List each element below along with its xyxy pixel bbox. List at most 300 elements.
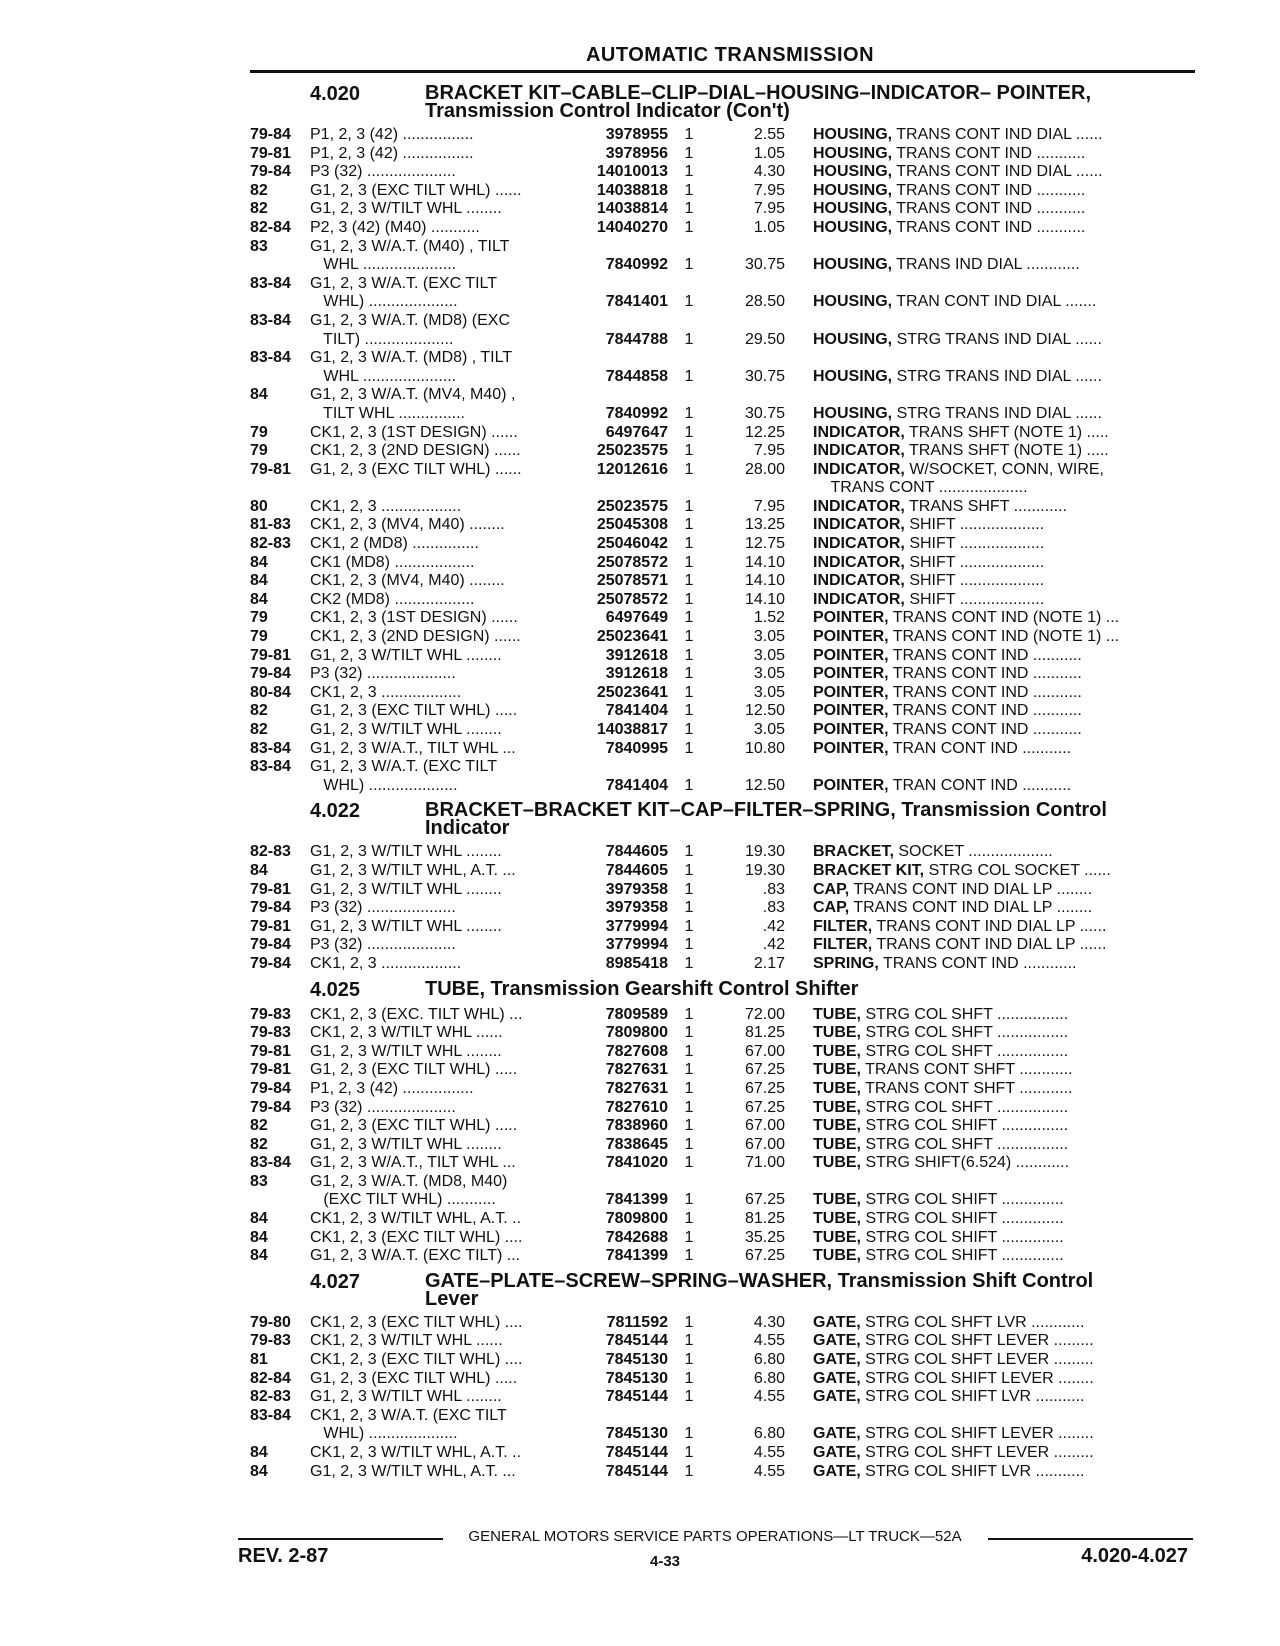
application: G1, 2, 3 (EXC TILT WHL) ..... [310, 1061, 518, 1079]
quantity: 1 [684, 1369, 694, 1387]
section-title-line: Transmission Control Indicator (Con't) [425, 100, 790, 122]
part-number: 3779994 [605, 917, 668, 935]
price: 12.75 [744, 535, 785, 553]
part-description: TRANS CONT IND ........... [896, 200, 1086, 218]
part-number [575, 479, 668, 498]
application: G1, 2, 3 (EXC TILT WHL) ..... [310, 702, 518, 720]
part-description: STRG COL SHIFT ............... [865, 1117, 1069, 1135]
application: WHL) .................... [310, 1425, 458, 1443]
description [785, 1463, 1195, 1482]
price: 1.05 [753, 144, 785, 162]
part-name: INDICATOR, [813, 516, 905, 534]
quantity: 1 [684, 1042, 694, 1060]
part-number: 7840992 [605, 256, 668, 274]
quantity: 1 [684, 330, 694, 348]
table-row [250, 665, 1195, 684]
part-description: STRG COL SHFT ................ [865, 1135, 1069, 1153]
description [785, 862, 1195, 881]
description [785, 405, 1195, 424]
description [785, 219, 1195, 238]
section-title [425, 977, 1195, 1000]
part-name: TUBE, [813, 1117, 861, 1135]
model-year: 81 [250, 1351, 268, 1369]
part-number: 3912618 [605, 646, 668, 664]
application: CK1 (MD8) .................. [310, 553, 475, 571]
part-number [575, 312, 668, 331]
model-year: 79 [250, 423, 268, 441]
part-description: STRG COL SHFT ................ [865, 1098, 1069, 1116]
table-row [250, 554, 1195, 573]
part-name: HOUSING, [813, 126, 893, 143]
table-row [250, 918, 1195, 937]
model-year [250, 368, 310, 387]
quantity: 1 [684, 293, 694, 311]
description [785, 647, 1195, 666]
price [710, 758, 785, 777]
part-description: TRANS CONT IND ........... [892, 721, 1082, 738]
table-row [250, 1351, 1195, 1370]
table-row [250, 182, 1195, 201]
application: P3 (32) .................... [310, 936, 456, 954]
model-year: 84 [250, 1247, 268, 1265]
application: CK1, 2, 3 (2ND DESIGN) ...... [310, 442, 521, 460]
part-name: BRACKET KIT, [813, 861, 925, 879]
description [785, 275, 1195, 294]
part-name: HOUSING, [813, 256, 893, 274]
part-number: 7845144 [605, 1388, 668, 1406]
application: CK2 (MD8) .................. [310, 590, 475, 608]
price: 14.10 [744, 590, 785, 608]
part-name: HOUSING, [813, 218, 893, 236]
application: CK1, 2, 3 .................. [310, 954, 462, 972]
quantity: 1 [684, 702, 694, 720]
quantity [668, 275, 710, 294]
model-year: 83 [250, 1172, 268, 1190]
part-description: TRANS CONT IND ........... [896, 181, 1086, 199]
part-description: TRANS CONT .................... [817, 479, 1028, 497]
quantity: 1 [684, 739, 694, 757]
price: 4.55 [753, 1444, 785, 1461]
price: 14.10 [744, 572, 785, 590]
quantity [668, 238, 710, 257]
table-row [250, 1229, 1195, 1248]
part-number: 7840992 [605, 404, 668, 422]
part-number [575, 238, 668, 257]
part-number: 7845144 [605, 1462, 668, 1480]
footer-page-number: 4-33 [650, 1553, 681, 1570]
description [785, 368, 1195, 387]
table-row [250, 1173, 1195, 1192]
price [710, 238, 785, 257]
quantity: 1 [684, 460, 694, 478]
price [710, 312, 785, 331]
application: CK1, 2, 3 (EXC TILT WHL) .... [310, 1313, 523, 1331]
part-number: 7841399 [605, 1191, 668, 1209]
part-name: TUBE, [813, 1061, 861, 1079]
application: G1, 2, 3 W/TILT WHL, A.T. ... [310, 1462, 516, 1480]
part-number: 25023641 [596, 683, 668, 701]
application: CK1, 2, 3 (1ST DESIGN) ...... [310, 423, 518, 441]
model-year: 84 [250, 386, 268, 404]
section-number: 4.020 [310, 83, 361, 105]
part-description: STRG COL SHIFT .............. [865, 1210, 1064, 1228]
application: G1, 2, 3 W/A.T. (EXC TILT [310, 274, 498, 292]
quantity: 1 [684, 646, 694, 664]
description [785, 535, 1195, 554]
table-row [250, 256, 1195, 275]
description [785, 349, 1195, 368]
section-number: 4.022 [310, 800, 361, 823]
description [785, 702, 1195, 721]
part-number: 7827608 [605, 1042, 668, 1060]
application: CK1, 2, 3 (MV4, M40) ........ [310, 516, 505, 534]
part-number [575, 349, 668, 368]
part-number: 7844605 [605, 843, 668, 861]
description [785, 1024, 1195, 1043]
model-year: 83-84 [250, 274, 291, 292]
quantity: 1 [684, 1005, 694, 1023]
model-year: 81-83 [250, 516, 291, 534]
application: G1, 2, 3 W/TILT WHL ........ [310, 917, 502, 935]
table-row [250, 628, 1195, 647]
model-year: 83-84 [250, 311, 291, 329]
table-row [250, 1314, 1195, 1333]
application: P1, 2, 3 (42) ................ [310, 144, 474, 162]
table-row [250, 535, 1195, 554]
part-description: SHIFT ................... [909, 590, 1045, 608]
quantity: 1 [684, 181, 694, 199]
model-year: 79-81 [250, 460, 291, 478]
price: 4.55 [753, 1388, 785, 1406]
part-description: TRANS CONT IND ........... [892, 646, 1082, 664]
application: G1, 2, 3 (EXC TILT WHL) ...... [310, 181, 522, 199]
price: 7.95 [753, 442, 785, 460]
model-year: 79-83 [250, 1005, 291, 1023]
part-name: TUBE, [813, 1098, 861, 1116]
part-number: 7841404 [605, 776, 668, 794]
application: G1, 2, 3 W/A.T., TILT WHL ... [310, 1154, 516, 1172]
description [785, 721, 1195, 740]
part-number [575, 758, 668, 777]
price: 67.25 [744, 1098, 785, 1116]
part-description: STRG COL SOCKET ...... [928, 861, 1111, 879]
description [785, 1407, 1195, 1426]
price: 3.05 [753, 665, 785, 683]
part-number: 8985418 [605, 954, 668, 972]
part-description: TRAN CONT IND ........... [892, 776, 1072, 794]
part-description: TRANS CONT IND ........... [896, 144, 1086, 162]
part-name: GATE, [813, 1351, 861, 1369]
application: G1, 2, 3 W/TILT WHL ........ [310, 1042, 502, 1060]
quantity [668, 758, 710, 777]
model-year: 79-84 [250, 1098, 291, 1116]
model-year: 84 [250, 590, 268, 608]
part-name: BRACKET, [813, 843, 894, 861]
table-row [250, 479, 1195, 498]
part-name: POINTER, [813, 628, 889, 646]
section-title-line: GATE–PLATE–SCREW–SPRING–WASHER, Transmission Shift Control [425, 1269, 1094, 1292]
description [785, 182, 1195, 201]
price: 1.52 [753, 609, 785, 627]
model-year: 80 [250, 497, 268, 515]
part-name: HOUSING, [813, 404, 893, 422]
part-description: TRAN CONT IND DIAL ....... [896, 293, 1097, 311]
description [785, 572, 1195, 591]
price: 28.00 [744, 460, 785, 478]
application: WHL ..................... [310, 367, 457, 385]
part-description: TRANS CONT IND DIAL LP ...... [876, 936, 1107, 954]
description [785, 684, 1195, 703]
part-number: 7841399 [605, 1247, 668, 1265]
part-number: 25045308 [596, 516, 668, 534]
table-row [250, 386, 1195, 405]
part-name: POINTER, [813, 646, 889, 664]
price: 7.95 [753, 181, 785, 199]
part-name: INDICATOR, [813, 497, 905, 515]
part-description: STRG COL SHFT LVR ............ [865, 1313, 1085, 1331]
model-year: 84 [250, 861, 268, 879]
part-description: TRANS CONT IND ........... [892, 683, 1082, 701]
price [710, 479, 785, 498]
application: P2, 3 (42) (M40) ........... [310, 218, 480, 236]
part-number: 25023641 [596, 628, 668, 646]
description [785, 591, 1195, 610]
quantity: 1 [684, 665, 694, 683]
model-year: 83-84 [250, 758, 291, 776]
model-year: 83-84 [250, 1406, 291, 1424]
price: 12.50 [744, 702, 785, 720]
description [785, 1006, 1195, 1025]
application: CK1, 2, 3 W/TILT WHL, A.T. .. [310, 1444, 522, 1461]
part-name: POINTER, [813, 609, 889, 627]
quantity: 1 [684, 572, 694, 590]
table-row [250, 200, 1195, 219]
part-number [575, 275, 668, 294]
quantity: 1 [684, 590, 694, 608]
description [785, 331, 1195, 350]
quantity: 1 [684, 1135, 694, 1153]
model-year: 84 [250, 572, 268, 590]
price: 3.05 [753, 683, 785, 701]
part-description: SHIFT ................... [909, 535, 1045, 553]
part-description: STRG COL SHFT LEVER ......... [865, 1444, 1094, 1461]
quantity: 1 [684, 367, 694, 385]
quantity: 1 [684, 1332, 694, 1350]
price: 35.25 [744, 1228, 785, 1246]
footer-revision: REV. 2-87 [238, 1545, 329, 1567]
table-row [250, 721, 1195, 740]
table-row [250, 740, 1195, 759]
price: 6.80 [753, 1369, 785, 1387]
part-number: 6497647 [605, 423, 668, 441]
quantity [668, 479, 710, 498]
application: G1, 2, 3 W/A.T. (M40) , TILT [310, 237, 510, 255]
quantity: 1 [684, 442, 694, 460]
header-rule [250, 70, 1195, 73]
part-name: CAP, [813, 899, 850, 917]
description [785, 516, 1195, 535]
part-description: STRG COL SHIFT .............. [865, 1247, 1064, 1265]
table-row [250, 936, 1195, 955]
description [785, 758, 1195, 777]
model-year: 82 [250, 702, 268, 720]
quantity: 1 [684, 683, 694, 701]
application: G1, 2, 3 W/A.T. (MD8) (EXC [310, 311, 511, 329]
part-number: 14038818 [596, 181, 668, 199]
part-number [575, 1407, 668, 1426]
price [710, 1173, 785, 1192]
price [710, 386, 785, 405]
quantity: 1 [684, 423, 694, 441]
model-year: 82-83 [250, 843, 291, 861]
table-row [250, 777, 1195, 796]
description [785, 256, 1195, 275]
model-year: 82-84 [250, 1369, 291, 1387]
model-year: 79-81 [250, 144, 291, 162]
quantity: 1 [684, 1462, 694, 1480]
part-description: SHIFT ................... [909, 553, 1045, 571]
section-title-line: Indicator [425, 817, 510, 840]
description [785, 145, 1195, 164]
part-name: INDICATOR, [813, 572, 905, 590]
table-row [250, 758, 1195, 777]
part-name: INDICATOR, [813, 590, 905, 608]
application: CK1, 2, 3 W/TILT WHL ...... [310, 1024, 503, 1042]
table-row [250, 684, 1195, 703]
part-name: GATE, [813, 1388, 861, 1406]
application: P3 (32) .................... [310, 163, 456, 181]
part-name: TUBE, [813, 1154, 861, 1172]
part-number: 25078572 [596, 553, 668, 571]
application: G1, 2, 3 W/A.T. (EXC TILT [310, 758, 498, 776]
description [785, 461, 1195, 480]
application: G1, 2, 3 W/A.T., TILT WHL ... [310, 739, 516, 757]
model-year: 79-84 [250, 665, 291, 683]
description [785, 1314, 1195, 1333]
price: 67.00 [744, 1135, 785, 1153]
description [785, 1117, 1195, 1136]
footer-section-range: 4.020-4.027 [1081, 1545, 1188, 1567]
application: P1, 2, 3 (42) ................ [310, 1079, 474, 1097]
part-number: 3979358 [605, 880, 668, 898]
application: CK1, 2, 3 .................. [310, 683, 462, 701]
footer-rule-right [988, 1538, 1193, 1540]
description [785, 554, 1195, 573]
part-name: HOUSING, [813, 367, 893, 385]
table-row [250, 843, 1195, 862]
model-year: 79-81 [250, 880, 291, 898]
price: 71.00 [744, 1154, 785, 1172]
part-description: TRANS SHFT (NOTE 1) ..... [909, 423, 1109, 441]
price: 67.25 [744, 1079, 785, 1097]
part-description: STRG TRANS IND DIAL ...... [896, 330, 1102, 348]
part-number: 7845130 [605, 1425, 668, 1443]
quantity: 1 [684, 1228, 694, 1246]
part-number: 7809800 [605, 1210, 668, 1228]
description [785, 424, 1195, 443]
model-year: 79-83 [250, 1332, 291, 1350]
quantity: 1 [684, 1425, 694, 1443]
application: G1, 2, 3 W/TILT WHL ........ [310, 880, 502, 898]
part-name: HOUSING, [813, 293, 893, 311]
table-row [250, 1024, 1195, 1043]
section-heading [250, 977, 1195, 1001]
application: CK1, 2, 3 W/A.T. (EXC TILT [310, 1406, 507, 1424]
model-year: 79-84 [250, 899, 291, 917]
price: 12.25 [744, 423, 785, 441]
application: TILT WHL ............... [310, 404, 465, 422]
model-year: 79-83 [250, 1024, 291, 1042]
application: CK1, 2, 3 .................. [310, 497, 462, 515]
price: 4.30 [753, 1313, 785, 1331]
price: 67.25 [744, 1191, 785, 1209]
part-name: GATE, [813, 1444, 861, 1461]
part-description: STRG SHIFT(6.524) ............ [865, 1154, 1070, 1172]
model-year [250, 405, 310, 424]
price: 4.55 [753, 1332, 785, 1350]
model-year: 79 [250, 628, 268, 646]
quantity: 1 [684, 535, 694, 553]
model-year: 79 [250, 609, 268, 627]
part-name: GATE, [813, 1332, 861, 1350]
part-description: TRANS CONT IND (NOTE 1) ... [892, 628, 1120, 646]
table-row [250, 881, 1195, 900]
part-description: TRANS CONT SHFT ............ [865, 1061, 1073, 1079]
model-year [250, 293, 310, 312]
price: 81.25 [744, 1210, 785, 1228]
part-number: 7827631 [605, 1061, 668, 1079]
part-name: TUBE, [813, 1079, 861, 1097]
price: 29.50 [744, 330, 785, 348]
description [785, 936, 1195, 955]
table-row [250, 591, 1195, 610]
part-name: FILTER, [813, 936, 873, 954]
price: 30.75 [744, 367, 785, 385]
application: WHL ..................... [310, 256, 457, 274]
part-number: 7845130 [605, 1351, 668, 1369]
model-year: 79-84 [250, 126, 291, 143]
table-row [250, 1006, 1195, 1025]
application [310, 479, 575, 498]
table-row [250, 1099, 1195, 1118]
table-row [250, 405, 1195, 424]
quantity: 1 [684, 256, 694, 274]
model-year: 80-84 [250, 683, 291, 701]
application: G1, 2, 3 (EXC TILT WHL) ...... [310, 460, 522, 478]
description [785, 1425, 1195, 1444]
table-row [250, 1444, 1195, 1463]
quantity: 1 [684, 1098, 694, 1116]
application: G1, 2, 3 W/TILT WHL ........ [310, 646, 502, 664]
table-row [250, 1043, 1195, 1062]
part-name: POINTER, [813, 702, 889, 720]
quantity: 1 [684, 1210, 694, 1228]
application: (EXC TILT WHL) ........... [310, 1191, 496, 1209]
footer-rule-left [238, 1538, 443, 1540]
part-number: 7841404 [605, 702, 668, 720]
part-name: INDICATOR, [813, 460, 905, 478]
price [710, 349, 785, 368]
quantity: 1 [684, 1444, 694, 1461]
description [785, 881, 1195, 900]
part-description: STRG COL SHFT ................ [865, 1042, 1069, 1060]
part-number: 14038814 [596, 200, 668, 218]
description [785, 1370, 1195, 1389]
part-description: TRANS SHFT (NOTE 1) ..... [909, 442, 1109, 460]
quantity: 1 [684, 936, 694, 954]
table-row [250, 368, 1195, 387]
application: G1, 2, 3 W/A.T. (MV4, M40) , [310, 386, 516, 404]
